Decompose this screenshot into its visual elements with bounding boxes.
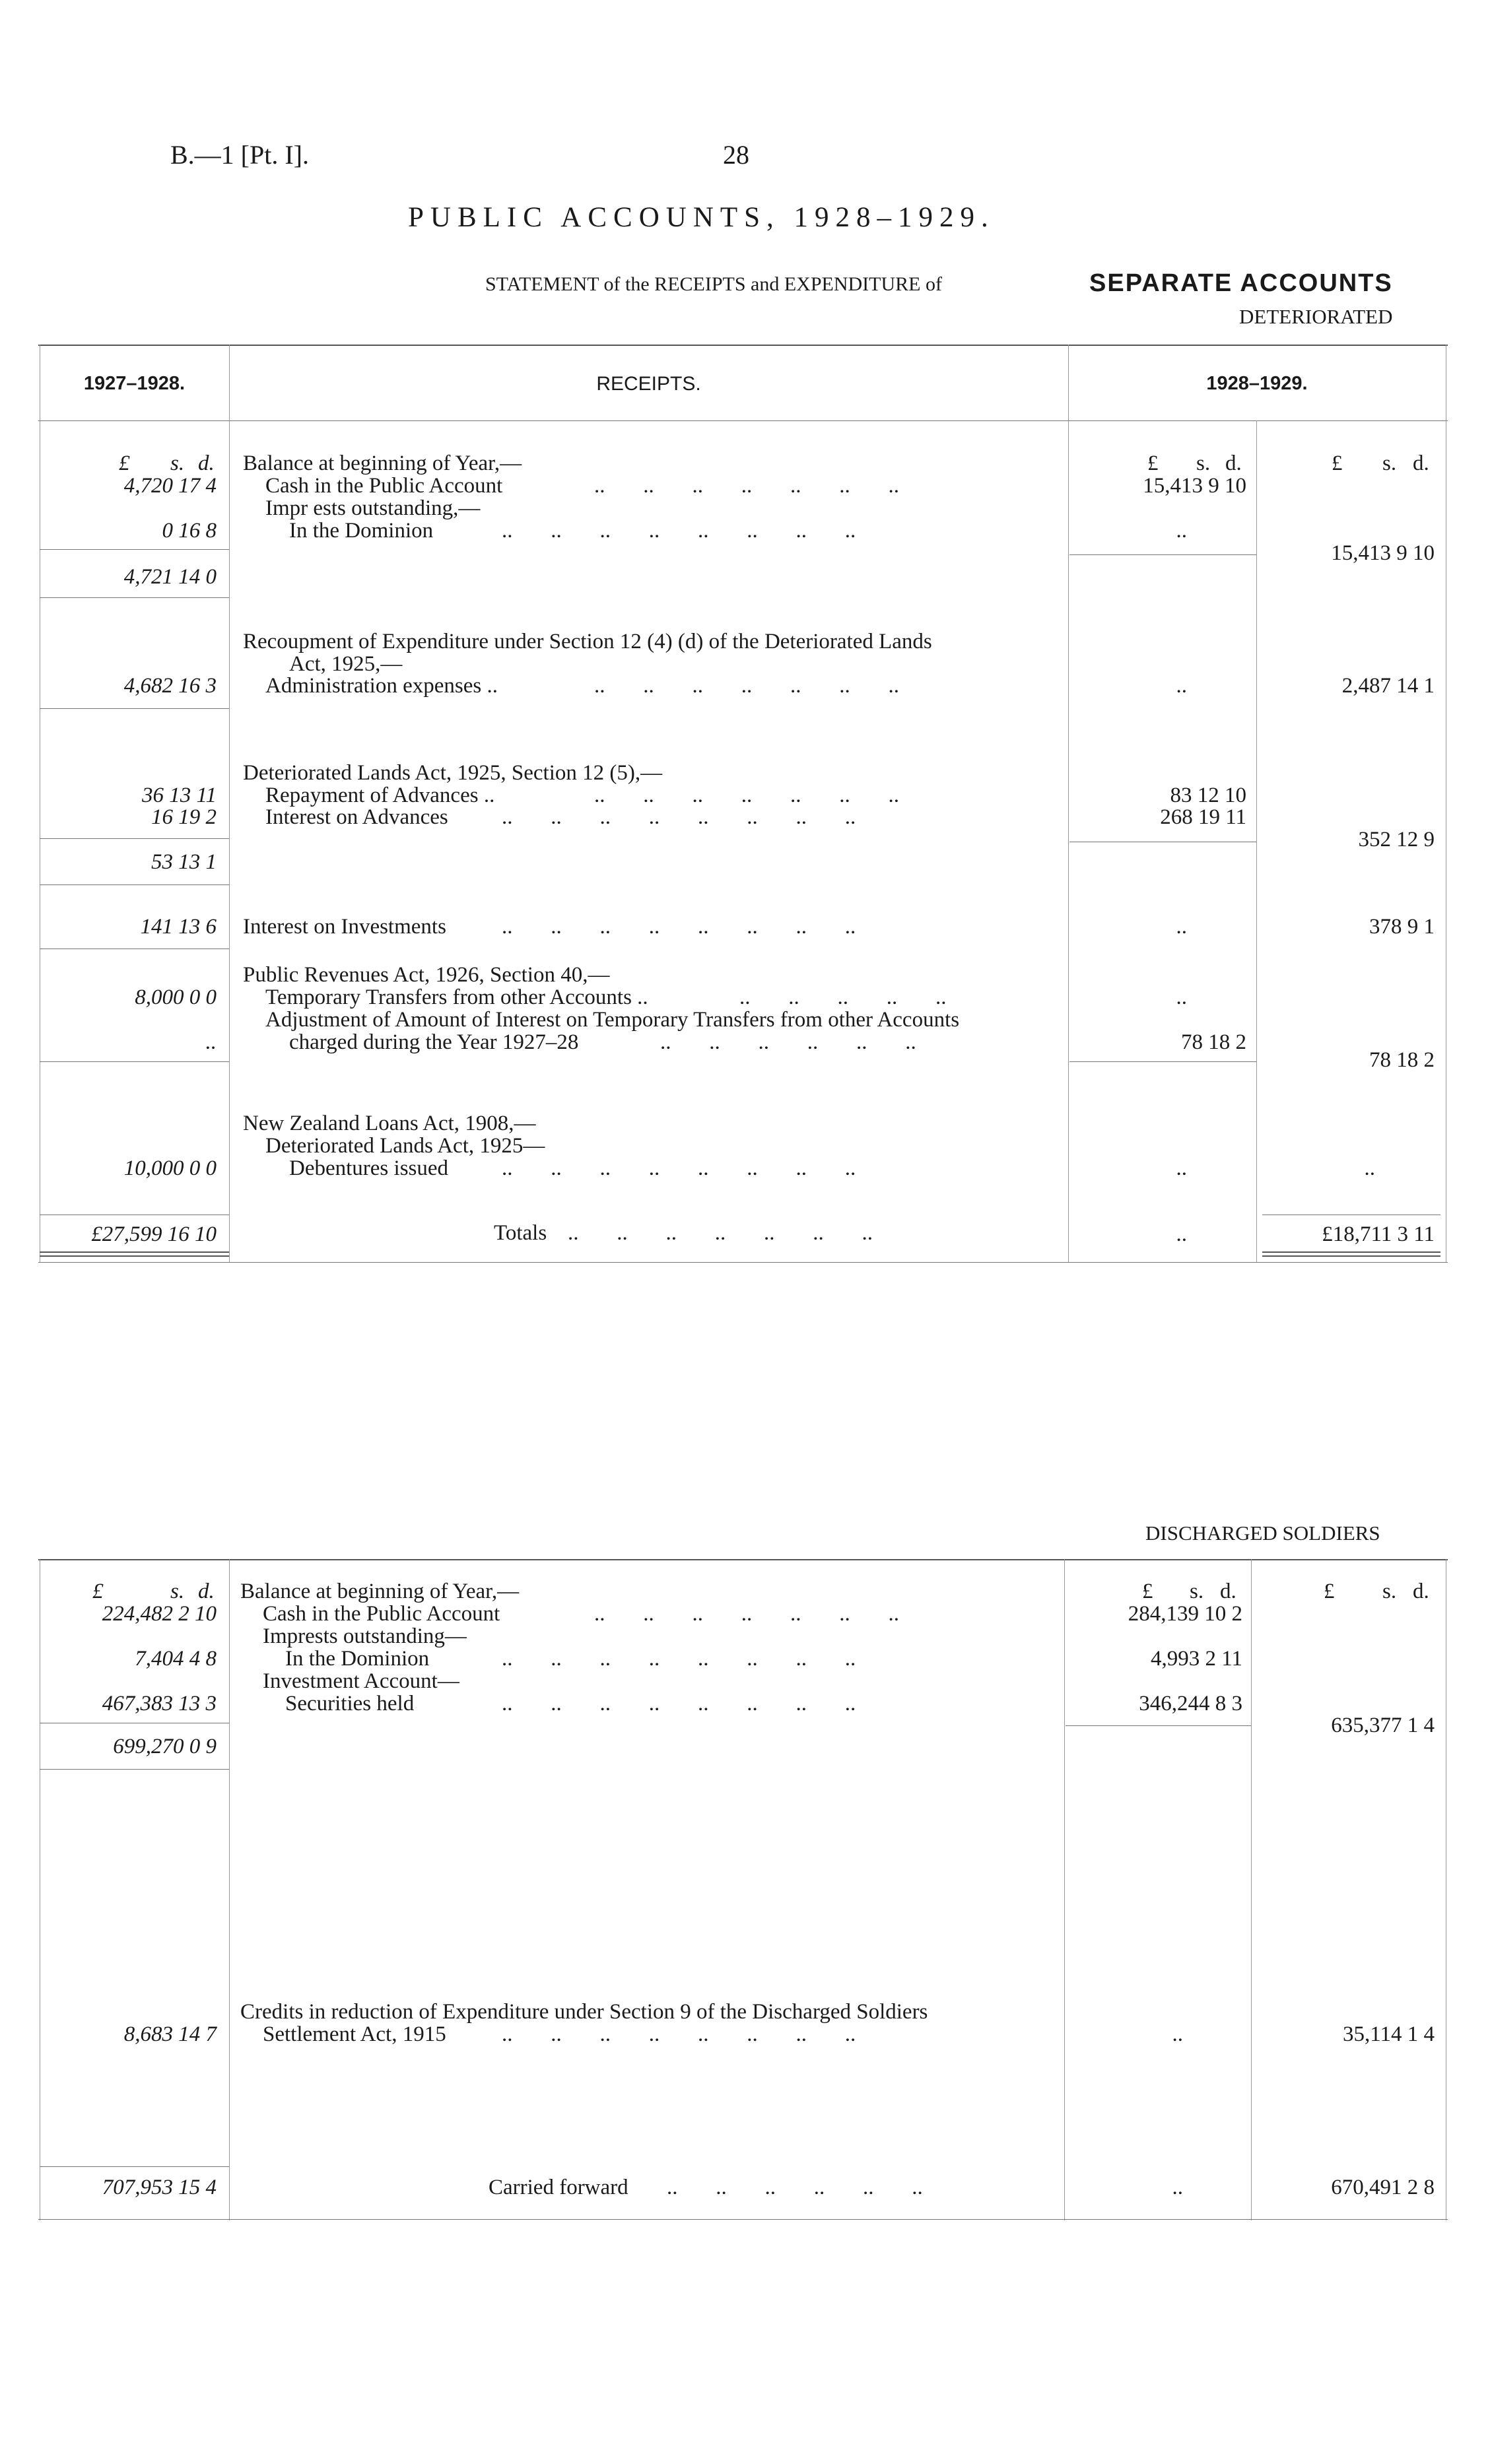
column-header-1928-1929: 1928–1929. xyxy=(1206,373,1308,394)
row-label: Securities held xyxy=(285,1692,415,1715)
prev-amount: 8,000 0 0 xyxy=(135,985,217,1009)
document-reference: B.—1 [Pt. I]. xyxy=(170,140,309,170)
pound-symbol: £ xyxy=(1324,1580,1335,1603)
row-label: Balance at beginning of Year,— xyxy=(243,451,522,475)
row-label: Interest on Advances xyxy=(265,805,448,829)
right-carried-forward: 670,491 2 8 xyxy=(1331,2176,1435,2199)
row-label: Investment Account— xyxy=(263,1669,459,1693)
prev-total: £27,599 16 10 xyxy=(91,1222,217,1246)
table-top-rule xyxy=(38,1559,1448,1560)
mid-amount: .. xyxy=(1176,1156,1187,1180)
pence-symbol: d. xyxy=(1413,451,1429,475)
prev-amount: 4,682 16 3 xyxy=(123,674,217,698)
row-label: Balance at beginning of Year,— xyxy=(240,1580,520,1603)
mid-amount: 4,993 2 11 xyxy=(1150,1647,1242,1671)
table-top-rule xyxy=(38,345,1448,346)
col-rule xyxy=(229,1559,230,2220)
right-amount: 15,413 9 10 xyxy=(1331,541,1435,565)
mid-amount: 268 19 11 xyxy=(1160,805,1246,829)
row-label: Repayment of Advances .. xyxy=(265,783,495,807)
column-header-receipts: RECEIPTS. xyxy=(596,373,701,395)
mid-amount: .. xyxy=(1176,519,1187,543)
table-bottom-rule xyxy=(38,2219,1448,2220)
shillings-symbol: s. xyxy=(1196,451,1211,475)
prev-subtotal: 53 13 1 xyxy=(151,850,217,874)
mid-amount: .. xyxy=(1176,674,1187,698)
row-label: Debentures issued xyxy=(289,1156,449,1180)
section-label-deteriorated: DETERIORATED xyxy=(1239,305,1393,328)
mid-amount: 284,139 10 2 xyxy=(1128,1602,1242,1626)
header-rule xyxy=(38,420,1448,421)
pound-symbol: £ xyxy=(1147,451,1159,475)
pound-symbol: £ xyxy=(1142,1580,1153,1603)
prev-amount: 4,720 17 4 xyxy=(123,474,217,498)
shillings-symbol: s. xyxy=(1382,451,1397,475)
shillings-symbol: s. xyxy=(1382,1580,1397,1603)
mid-amount: .. xyxy=(1176,1222,1187,1246)
row-label: In the Dominion xyxy=(285,1647,430,1671)
right-amount: 2,487 14 1 xyxy=(1341,674,1435,698)
row-label: charged during the Year 1927–28 xyxy=(289,1030,579,1054)
row-label: Temporary Transfers from other Accounts .. xyxy=(265,985,648,1009)
row-label: Settlement Act, 1915 xyxy=(263,2022,446,2046)
right-amount: 35,114 1 4 xyxy=(1342,2022,1435,2046)
mid-amount: .. xyxy=(1172,2022,1183,2046)
pound-symbol: £ xyxy=(119,451,130,475)
right-amount: 352 12 9 xyxy=(1358,828,1435,851)
prev-amount: .. xyxy=(205,1030,217,1054)
pence-symbol: d. xyxy=(1220,1580,1236,1603)
carried-forward-label: Carried forward xyxy=(489,2176,628,2199)
mid-amount: .. xyxy=(1176,985,1187,1009)
prev-amount: 10,000 0 0 xyxy=(123,1156,217,1180)
row-label: Deteriorated Lands Act, 1925, Section 12 (5),— xyxy=(243,761,663,785)
prev-amount: 16 19 2 xyxy=(151,805,217,829)
prev-amount: 224,482 2 10 xyxy=(102,1602,217,1626)
right-amount: 378 9 1 xyxy=(1369,915,1435,939)
shillings-symbol: s. xyxy=(1190,1580,1204,1603)
col-rule xyxy=(229,345,230,1262)
totals-label: Totals xyxy=(494,1221,547,1245)
row-label: Interest on Investments xyxy=(243,915,446,939)
row-label: Act, 1925,— xyxy=(289,652,403,676)
col-rule xyxy=(1251,1559,1252,2220)
page-title: PUBLIC ACCOUNTS, 1928–1929. xyxy=(408,202,995,233)
mid-amount: 15,413 9 10 xyxy=(1143,474,1246,498)
pound-symbol: £ xyxy=(1332,451,1343,475)
row-label: New Zealand Loans Act, 1908,— xyxy=(243,1112,536,1135)
row-label: Impr ests outstanding,— xyxy=(265,496,481,520)
row-label: Cash in the Public Account xyxy=(265,474,503,498)
prev-amount: 36 13 11 xyxy=(141,783,217,807)
mid-amount: 83 12 10 xyxy=(1170,783,1246,807)
column-header-1927-1928: 1927–1928. xyxy=(83,373,186,394)
pence-symbol: d. xyxy=(1413,1580,1429,1603)
statement-prefix: STATEMENT of the RECEIPTS and EXPENDITURE of xyxy=(485,273,942,295)
pence-symbol: d. xyxy=(198,451,215,475)
row-label: Adjustment of Amount of Interest on Temporary Transfers from other Accounts xyxy=(265,1008,960,1032)
pence-symbol: d. xyxy=(198,1580,215,1603)
section-label-discharged-soldiers: DISCHARGED SOLDIERS xyxy=(1145,1521,1380,1545)
statement-heading-bold: SEPARATE ACCOUNTS xyxy=(1089,269,1393,297)
prev-amount: 467,383 13 3 xyxy=(102,1692,217,1715)
row-label: Imprests outstanding— xyxy=(263,1624,467,1648)
right-amount: 78 18 2 xyxy=(1369,1048,1435,1072)
row-label: Cash in the Public Account xyxy=(263,1602,500,1626)
row-label: Recoupment of Expenditure under Section 12 (4) (d) of the Deteriorated Lands xyxy=(243,630,932,653)
prev-subtotal: 4,721 14 0 xyxy=(123,565,217,589)
shillings-symbol: s. xyxy=(170,1580,185,1603)
row-label: Credits in reduction of Expenditure under Section 9 of the Discharged Soldiers xyxy=(240,2000,928,2024)
right-amount: 635,377 1 4 xyxy=(1331,1714,1435,1737)
prev-amount: 7,404 4 8 xyxy=(135,1647,217,1671)
prev-amount: 141 13 6 xyxy=(140,915,217,939)
right-total: £18,711 3 11 xyxy=(1322,1222,1435,1246)
page-number: 28 xyxy=(723,140,749,170)
prev-amount: 0 16 8 xyxy=(162,519,217,543)
mid-amount: 346,244 8 3 xyxy=(1139,1692,1242,1715)
pound-symbol: £ xyxy=(92,1580,104,1603)
mid-amount: .. xyxy=(1176,915,1187,939)
row-label: In the Dominion xyxy=(289,519,434,543)
row-label: Public Revenues Act, 1926, Section 40,— xyxy=(243,963,610,987)
mid-amount: .. xyxy=(1172,2176,1183,2199)
prev-carried-forward: 707,953 15 4 xyxy=(102,2176,217,2199)
right-amount: .. xyxy=(1364,1156,1375,1180)
table-bottom-rule xyxy=(38,1262,1448,1263)
pence-symbol: d. xyxy=(1225,451,1242,475)
row-label: Deteriorated Lands Act, 1925— xyxy=(265,1134,545,1158)
mid-amount: 78 18 2 xyxy=(1181,1030,1246,1054)
prev-subtotal: 699,270 0 9 xyxy=(113,1735,217,1758)
shillings-symbol: s. xyxy=(170,451,185,475)
row-label: Administration expenses .. xyxy=(265,674,498,698)
prev-amount: 8,683 14 7 xyxy=(123,2022,217,2046)
